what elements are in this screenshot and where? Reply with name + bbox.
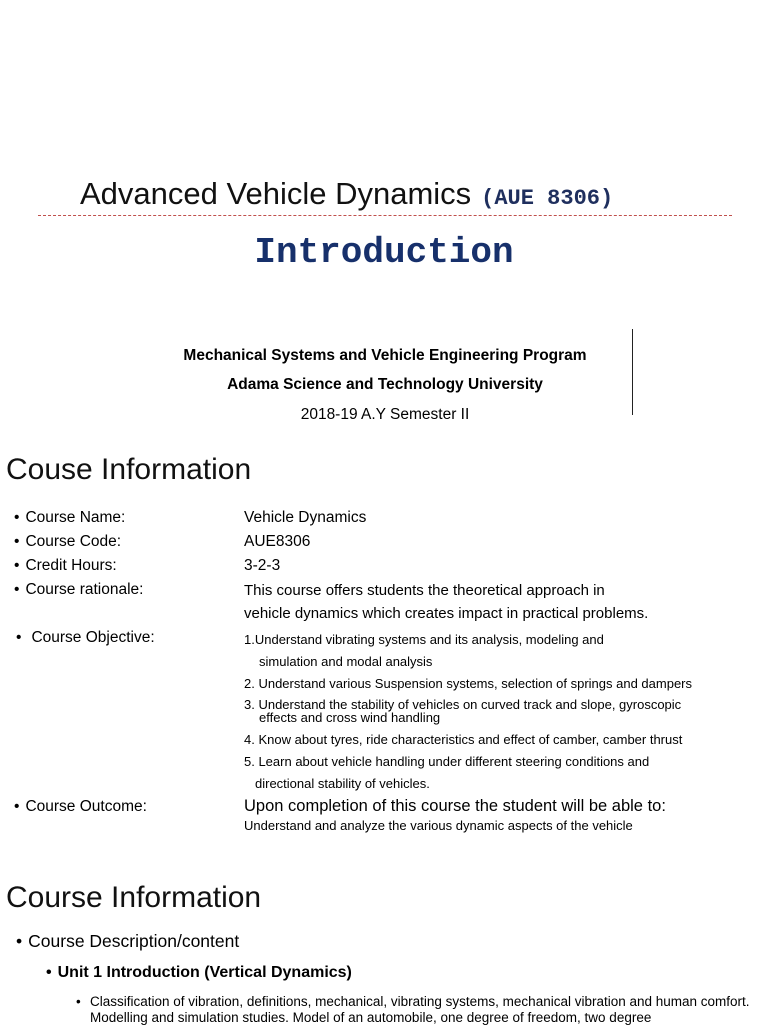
outcome-detail: Understand and analyze the various dynamic aspects of the vehicle [244,818,633,833]
title-slide [0,0,768,436]
program-name: Mechanical Systems and Vehicle Engineering Program [183,347,587,364]
title-divider [38,215,732,216]
course-code-title: (AUE 8306) [481,186,614,211]
course-title-text: Advanced Vehicle Dynamics [80,176,472,211]
row-label-course-outcome: • Course Outcome: [14,798,147,816]
row-value-course-code: AUE8306 [244,533,311,550]
course-info-heading-2: Course Information [6,881,262,914]
objective-5-cont: directional stability of vehicles. [255,776,430,791]
row-value-course-name: Vehicle Dynamics [244,509,367,526]
row-value-credit-hours: 3-2-3 [244,557,281,574]
semester: 2018-19 A.Y Semester II [300,406,470,423]
objective-1: 1.Understand vibrating systems and its analysis, modeling and [244,632,604,647]
row-label-course-name: • Course Name: [14,509,125,527]
row-value-course-rationale: This course offers students the theoretical approach in [244,582,605,599]
course-info-heading: Couse Information [6,453,252,486]
objective-1-cont: simulation and modal analysis [259,654,433,669]
unit-1-detail-bullet: • [76,994,81,1009]
university-name: Adama Science and Technology University [227,376,543,393]
row-value-course-rationale-2: vehicle dynamics which creates impact in practical problems. [244,605,649,622]
course-title [80,176,613,212]
objective-label-text: Course Objective: [31,629,155,646]
objective-3: 3. Understand the stability of vehicles on curved track and slope, gyroscopic [244,697,682,712]
objective-3-cont: effects and cross wind handling [259,710,441,725]
vertical-line [632,329,633,415]
outcome-lead: Upon completion of this course the student will be able to: [244,797,666,815]
objective-4: 4. Know about tyres, ride characteristics and effect of camber, camber thrust [244,732,683,747]
row-label-course-objective [16,629,155,647]
unit-1-detail [76,994,766,1026]
course-description-label: • Course Description/content [16,931,239,952]
row-label-course-rationale: • Course rationale: [14,581,143,599]
row-label-credit-hours: • Credit Hours: [14,557,117,575]
row-label-course-code: • Course Code: [14,533,121,551]
unit-1-title: • Unit 1 Introduction (Vertical Dynamics) [46,964,352,982]
objective-5: 5. Learn about vehicle handling under different steering conditions and [244,754,650,769]
objective-2: 2. Understand various Suspension systems, selection of springs and dampers [244,676,693,691]
subtitle: Introduction [254,232,514,273]
unit-1-detail-text: Classification of vibration, definitions, mechanical, vibrating systems, mechanical vibration and human comfort. Modelling and simulation studies. Model of an automobile, one degree of freedom, two degree [90,994,750,1025]
